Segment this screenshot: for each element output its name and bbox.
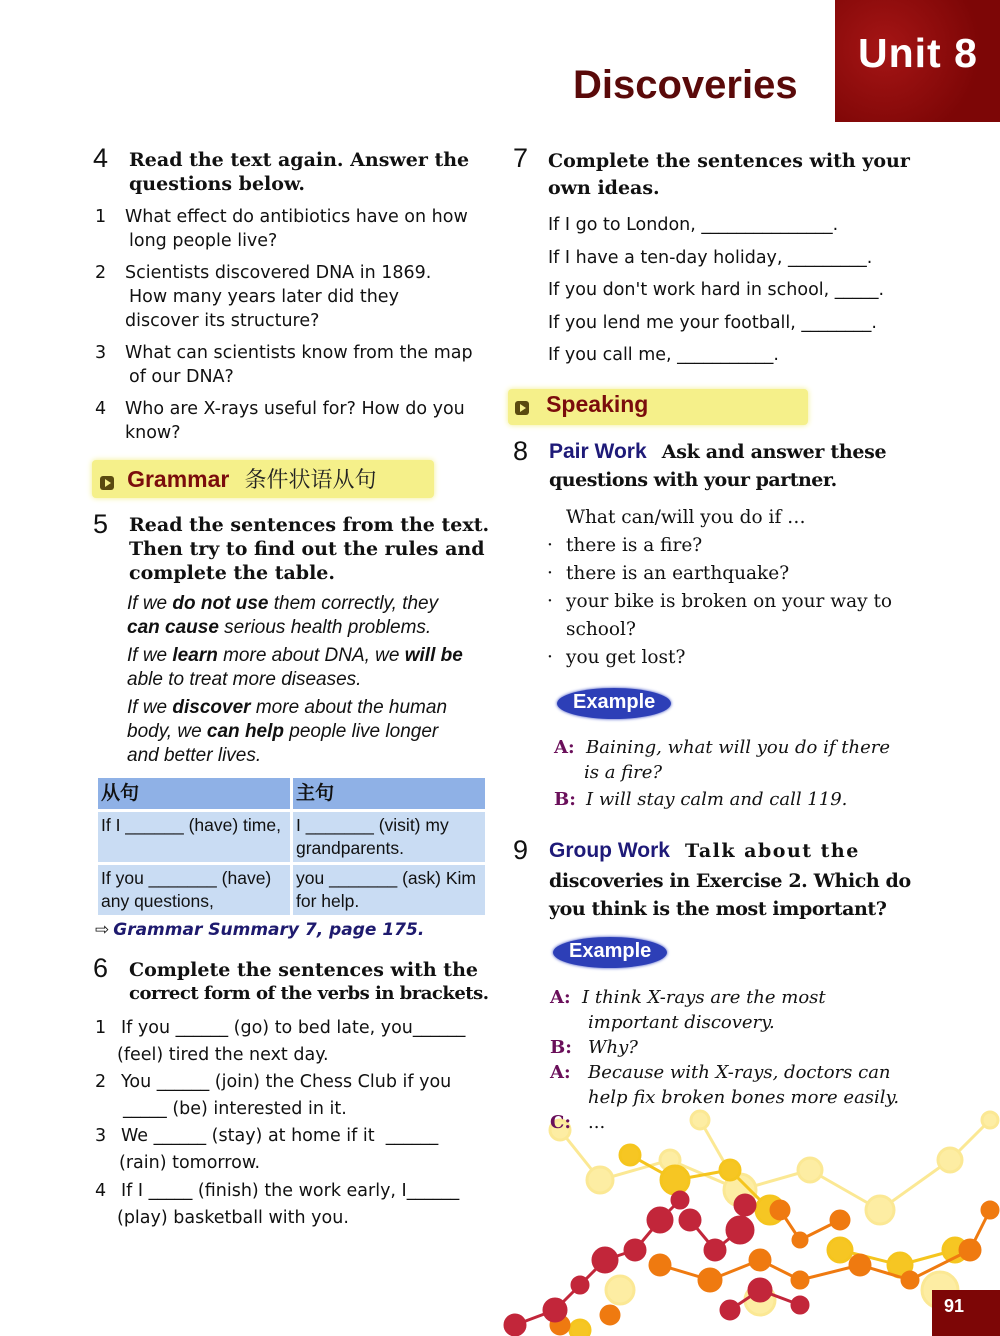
speaking-section-header (515, 391, 648, 418)
exercise-4-number: 4 (93, 143, 109, 173)
question-number: 1 (95, 207, 107, 227)
text: more about the human (250, 697, 448, 718)
question-text: discover its structure? (125, 311, 320, 331)
heading-line: correct form of the verbs in brackets. (129, 983, 489, 1004)
speaker-label: B: (550, 1037, 572, 1058)
speaker-label: A: (550, 987, 571, 1008)
text: If we (127, 593, 173, 614)
speaker-label: A: (554, 737, 575, 758)
speaking-label: Speaking (546, 391, 649, 417)
text: If we (127, 645, 173, 666)
question-item (95, 205, 468, 253)
question-text: of our DNA? (129, 367, 234, 387)
heading-line: Talk about the (685, 840, 860, 862)
heading-line: own ideas. (548, 177, 660, 199)
bullet-list (547, 532, 917, 672)
dialogue-text: help fix broken bones more easily. (588, 1087, 900, 1108)
question-number: 3 (95, 343, 107, 363)
page-title: Discoveries (573, 63, 798, 107)
sentence-prompt: If I have a ten-day holiday, _________. (548, 247, 873, 268)
heading-line: you think is the most important? (549, 898, 887, 920)
item-text: If I _____ (finish) the work early, I______ (121, 1181, 460, 1201)
bullet-icon: · (547, 535, 553, 556)
question-text: know? (125, 423, 181, 443)
dialogue-text: Why? (588, 1037, 638, 1058)
table-header: 从句 (98, 778, 290, 809)
bold-verb: will be (404, 645, 463, 666)
question-item (95, 397, 465, 445)
sentence-item (95, 1178, 459, 1232)
bullet-text: school? (566, 619, 636, 640)
exercise-4-heading (129, 148, 469, 196)
example-badge: Example (557, 688, 671, 719)
sentence-item (95, 1123, 438, 1177)
question-text: What effect do antibiotics have on how (125, 207, 468, 227)
speaker-label: B: (554, 789, 576, 810)
exercise-7-number: 7 (513, 143, 529, 173)
heading-line: questions below. (129, 173, 306, 195)
table-cell: you _______ (ask) Kim for help. (293, 865, 485, 915)
example-sentence (127, 644, 497, 692)
sentence-item (95, 1069, 451, 1123)
grammar-section-header (100, 463, 376, 494)
heading-line: discoveries in Exercise 2. Which do (549, 870, 911, 892)
item-text: (rain) tomorrow. (119, 1153, 261, 1173)
play-icon (100, 476, 114, 490)
arrow-right-icon: ⇨ (95, 920, 110, 940)
page-number: 91 (944, 1296, 965, 1316)
heading-line: Read the text again. Answer the (129, 149, 470, 171)
question-number: 2 (95, 263, 107, 283)
grammar-table (95, 775, 488, 918)
question-item (95, 261, 431, 333)
text: serious health problems. (218, 617, 432, 638)
heading-line: Ask and answer these (661, 441, 887, 463)
heading-line: Then try to find out the rules and (129, 538, 485, 560)
question-number: 4 (95, 399, 107, 419)
table-cell: If I ______ (have) time, (98, 812, 290, 862)
table-row (98, 865, 485, 915)
speaker-label: A: (550, 1062, 571, 1083)
table-cell: If you _______ (have) any questions, (98, 865, 290, 915)
question-text: How many years later did they (129, 287, 399, 307)
exercise-8-heading (549, 440, 886, 464)
table-header: 主句 (293, 778, 485, 809)
exercise-5-number: 5 (93, 509, 109, 539)
example-sentence (127, 696, 497, 768)
dialogue-text: ... (588, 1112, 606, 1133)
example-badge: Example (553, 937, 667, 968)
item-number: 3 (95, 1126, 107, 1146)
heading-line: complete the table. (129, 562, 336, 584)
text: If we (127, 697, 173, 718)
sentence-prompt: If I go to London, _______________. (548, 215, 839, 235)
exercise-9-heading (549, 839, 860, 863)
bullet-icon: · (547, 647, 553, 668)
item-text: We ______ (stay) at home if it ______ (121, 1126, 439, 1146)
bullet-text: there is an earthquake? (566, 563, 790, 584)
bold-verb: discover (172, 697, 251, 718)
dialogue (550, 985, 930, 1135)
speaker-label: C: (550, 1112, 571, 1133)
exercise-8-number: 8 (513, 436, 529, 466)
question-text: What can scientists know from the map (125, 343, 473, 363)
table-cell: I _______ (visit) my grandparents. (293, 812, 485, 862)
molecule-decoration (500, 1100, 1000, 1336)
question-text: long people live? (129, 231, 278, 251)
play-icon (515, 401, 529, 415)
dialogue-text: Baining, what will you do if there (586, 737, 890, 758)
exercise-9-number: 9 (513, 835, 529, 865)
item-text: _____ (be) interested in it. (123, 1099, 347, 1119)
table-row (98, 812, 485, 862)
dialogue-text: is a fire? (584, 762, 663, 783)
bullet-text: your bike is broken on your way to (566, 591, 893, 612)
group-work-label: Group Work (549, 839, 670, 862)
heading-line: Complete the sentences with the (129, 959, 478, 981)
page-number-box (932, 1290, 1000, 1336)
dialogue-text: Because with X-rays, doctors can (588, 1062, 891, 1083)
dialogue-text: I will stay calm and call 119. (586, 789, 848, 810)
dialogue-text: I think X-rays are the most (582, 987, 826, 1008)
item-number: 2 (95, 1072, 107, 1092)
dialogue-text: important discovery. (588, 1012, 775, 1033)
question-text: Who are X-rays useful for? How do you (125, 399, 465, 419)
heading-line: questions with your partner. (549, 469, 837, 491)
unit-label: Unit 8 (858, 30, 978, 76)
bold-verb: learn (172, 645, 218, 666)
exercise-9-heading-cont (549, 867, 911, 923)
item-text: If you ______ (go) to bed late, you______ (121, 1018, 466, 1038)
text: and better lives. (127, 745, 262, 766)
sentence-list (548, 209, 884, 372)
question-text: Scientists discovered DNA in 1869. (125, 263, 432, 283)
text: them correctly, they (268, 593, 439, 614)
dialogue (554, 735, 934, 812)
item-text: (feel) tired the next day. (117, 1045, 329, 1065)
bold-verb: do not use (172, 593, 269, 614)
sentence-prompt: If you don't work hard in school, _____. (548, 280, 885, 300)
text: people live longer (284, 721, 439, 742)
bullet-text: you get lost? (566, 647, 686, 668)
text: able to treat more diseases. (127, 669, 362, 690)
bold-verb: can help (206, 721, 284, 742)
heading-line: Complete the sentences with your (548, 150, 910, 172)
text: body, we (127, 721, 207, 742)
sentence-item (95, 1015, 465, 1069)
bold-verb: can cause (127, 617, 219, 638)
item-number: 1 (95, 1018, 107, 1038)
bullet-icon: · (547, 591, 553, 612)
exercise-5-heading (129, 513, 489, 585)
grammar-label-cn: 条件状语从句 (244, 468, 377, 493)
grammar-label: Grammar (127, 466, 230, 492)
summary-link-text: Grammar Summary 7, page 175. (113, 920, 425, 940)
text: more about DNA, we (217, 645, 405, 666)
pair-work-label: Pair Work (549, 440, 647, 463)
exercise-6-number: 6 (93, 953, 109, 983)
item-number: 4 (95, 1181, 107, 1201)
exercise-7-heading (548, 148, 910, 202)
bullet-icon: · (547, 563, 553, 584)
grammar-summary-link[interactable] (95, 920, 424, 940)
example-sentence (127, 592, 497, 640)
question-prompt: What can/will you do if … (566, 507, 806, 528)
sentence-prompt: If you lend me your football, ________. (548, 312, 877, 333)
heading-line: Read the sentences from the text. (129, 514, 490, 536)
sentence-prompt: If you call me, ___________. (548, 345, 779, 365)
question-item (95, 341, 473, 389)
item-text: (play) basketball with you. (117, 1208, 349, 1228)
item-text: You ______ (join) the Chess Club if you (121, 1072, 452, 1092)
table-header-row (98, 778, 485, 809)
exercise-6-heading (129, 958, 489, 1006)
bullet-text: there is a fire? (566, 535, 703, 556)
